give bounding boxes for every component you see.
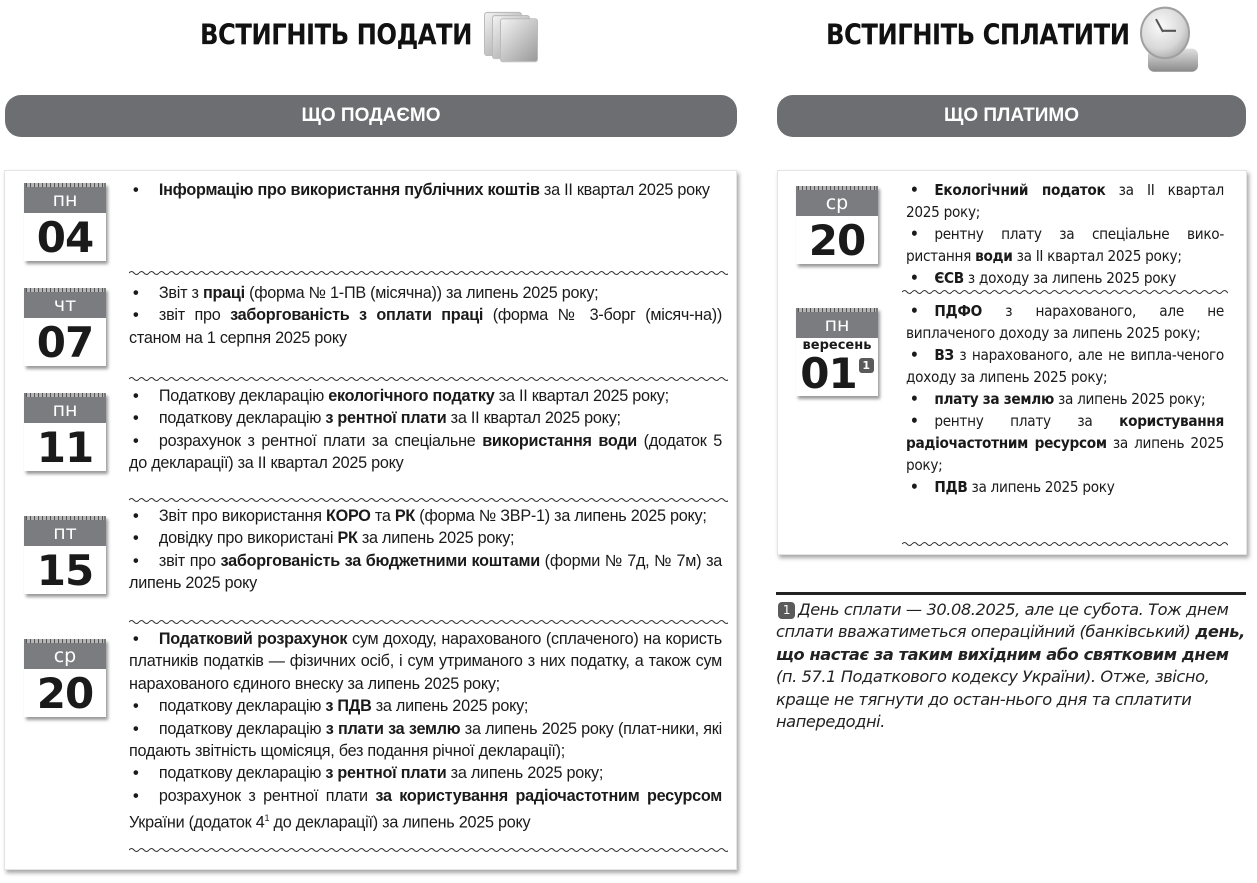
list-item: • розрахунок з рентної плати за спеціальне використання води (додаток 5 до декларації) за II квартал 2025 року [129, 430, 722, 475]
list-item: • ПДВ за липень 2025 року [906, 476, 1224, 498]
list-item: • звіт про заборгованість за бюджетними коштами (форми № 7д, № 7м) за липень 2025 року [129, 550, 722, 595]
list-item: • звіт про заборгованість з оплати праці (форма № 3-борг (місяч-на)) станом на 1 серпня 2025 року [129, 304, 722, 349]
payment-items [906, 300, 1224, 498]
folders-icon [480, 10, 538, 60]
calendar-date-icon [24, 639, 106, 717]
footnote-text: День сплати — 30.08.2025, але це субота. Тож днем сплати вважатиметься операційний (банківський) день, що настає за таким вихідним або святковим днем (п. 57.1 Податкового кодексу України). Отже, звісно, краще не тягнути до остан-нього дня та сплатити напередодні. [776, 600, 1245, 732]
list-item: • рентну плату за спеціальне вико-ристання води за II квартал 2025 року; [906, 223, 1224, 267]
footnote-marker: 1 [859, 358, 874, 373]
footnote [776, 592, 1246, 733]
payment-deadlines-card [777, 170, 1247, 555]
deadline-items [129, 385, 722, 475]
day-number: 20 [36, 669, 94, 718]
left-column-title [200, 11, 538, 59]
wavy-divider [129, 270, 728, 276]
month-label: вересень [802, 338, 872, 353]
wavy-divider [129, 847, 728, 853]
section-header-pay: ЩО ПЛАТИМО [777, 95, 1246, 137]
calendar-date-icon [24, 183, 106, 261]
wavy-divider [902, 541, 1228, 547]
list-item: • довідку про використані РК за липень 2025 року; [129, 527, 722, 549]
right-column-title [826, 11, 1202, 59]
payment-items [906, 179, 1224, 289]
list-item: • ЄСВ з доходу за липень 2025 року [906, 267, 1224, 289]
submit-deadlines-card [4, 170, 737, 870]
weekday: пн [24, 393, 106, 423]
calendar-date-icon [796, 308, 878, 396]
calendar-date-icon [24, 516, 106, 594]
day-number: 20 [808, 216, 866, 265]
deadline-items [129, 505, 722, 595]
wavy-divider [129, 619, 728, 625]
deadline-items [129, 282, 722, 349]
clock-icon [1138, 7, 1202, 74]
wavy-divider [129, 376, 728, 382]
weekday: пн [24, 183, 106, 213]
calendar-date-icon [24, 393, 106, 471]
calendar-date-icon [796, 186, 878, 264]
list-item: • податкову декларацію з ПДВ за липень 2025 року; [129, 695, 722, 717]
list-item: • ПДФО з нарахованого, але не виплаченого доходу за липень 2025 року; [906, 300, 1224, 344]
list-item: • податкову декларацію з рентної плати за липень 2025 року; [129, 762, 722, 784]
weekday: ср [796, 186, 878, 216]
list-item: • розрахунок з рентної плати за користування радіочастотним ресурсом України (додаток $4^1$ до декларації) за липень 2025 року [129, 785, 722, 834]
day-number: 04 [36, 213, 94, 262]
list-item: • Екологічний податок за II квартал 2025 року; [906, 179, 1224, 223]
list-item: • ВЗ з нарахованого, але не випла-ченого доходу за липень 2025 року; [906, 344, 1224, 388]
weekday: пт [24, 516, 106, 546]
title-text: ВСТИГНІТЬ СПЛАТИТИ [826, 18, 1130, 52]
day-number: 11 [36, 423, 94, 472]
deadline-items [129, 628, 722, 834]
weekday: чт [24, 288, 106, 318]
list-item: • податкову декларацію з рентної плати за II квартал 2025 року; [129, 407, 722, 429]
list-item: • Інформацію про використання публічних коштів за II квартал 2025 року [129, 179, 722, 201]
weekday: ср [24, 639, 106, 669]
list-item: • податкову декларацію з плати за землю за липень 2025 року (плат-ники, які подають звітність щомісяця, без подання річної декларації); [129, 718, 722, 763]
list-item: • Звіт про використання КОРО та РК (форма № ЗВР-1) за липень 2025 року; [129, 505, 722, 527]
footnote-badge: 1 [778, 602, 795, 619]
wavy-divider [129, 497, 728, 503]
list-item: • рентну плату за користування радіочастотним ресурсом за липень 2025 року; [906, 410, 1224, 476]
title-text: ВСТИГНІТЬ ПОДАТИ [200, 18, 472, 52]
list-item: • Податкову декларацію екологічного податку за II квартал 2025 року; [129, 385, 722, 407]
wavy-divider [902, 289, 1228, 295]
list-item: • Податковий розрахунок сум доходу, нарахованого (сплаченого) на користь платників податків — фізичних осіб, і сум утриманого з них податку, а також сум нарахованого єдиного внеску за липень 2025 року; [129, 628, 722, 695]
list-item: • плату за землю за липень 2025 року; [906, 388, 1224, 410]
day-number: 15 [36, 546, 94, 595]
day-number: 07 [36, 318, 94, 367]
calendar-date-icon [24, 288, 106, 366]
deadline-items [129, 179, 722, 201]
list-item: • Звіт з праці (форма № 1-ПВ (місячна)) за липень 2025 року; [129, 282, 722, 304]
weekday: пн [796, 308, 878, 338]
section-header-submit: ЩО ПОДАЄМО [5, 95, 737, 137]
day-number: 01 1 [796, 354, 878, 396]
